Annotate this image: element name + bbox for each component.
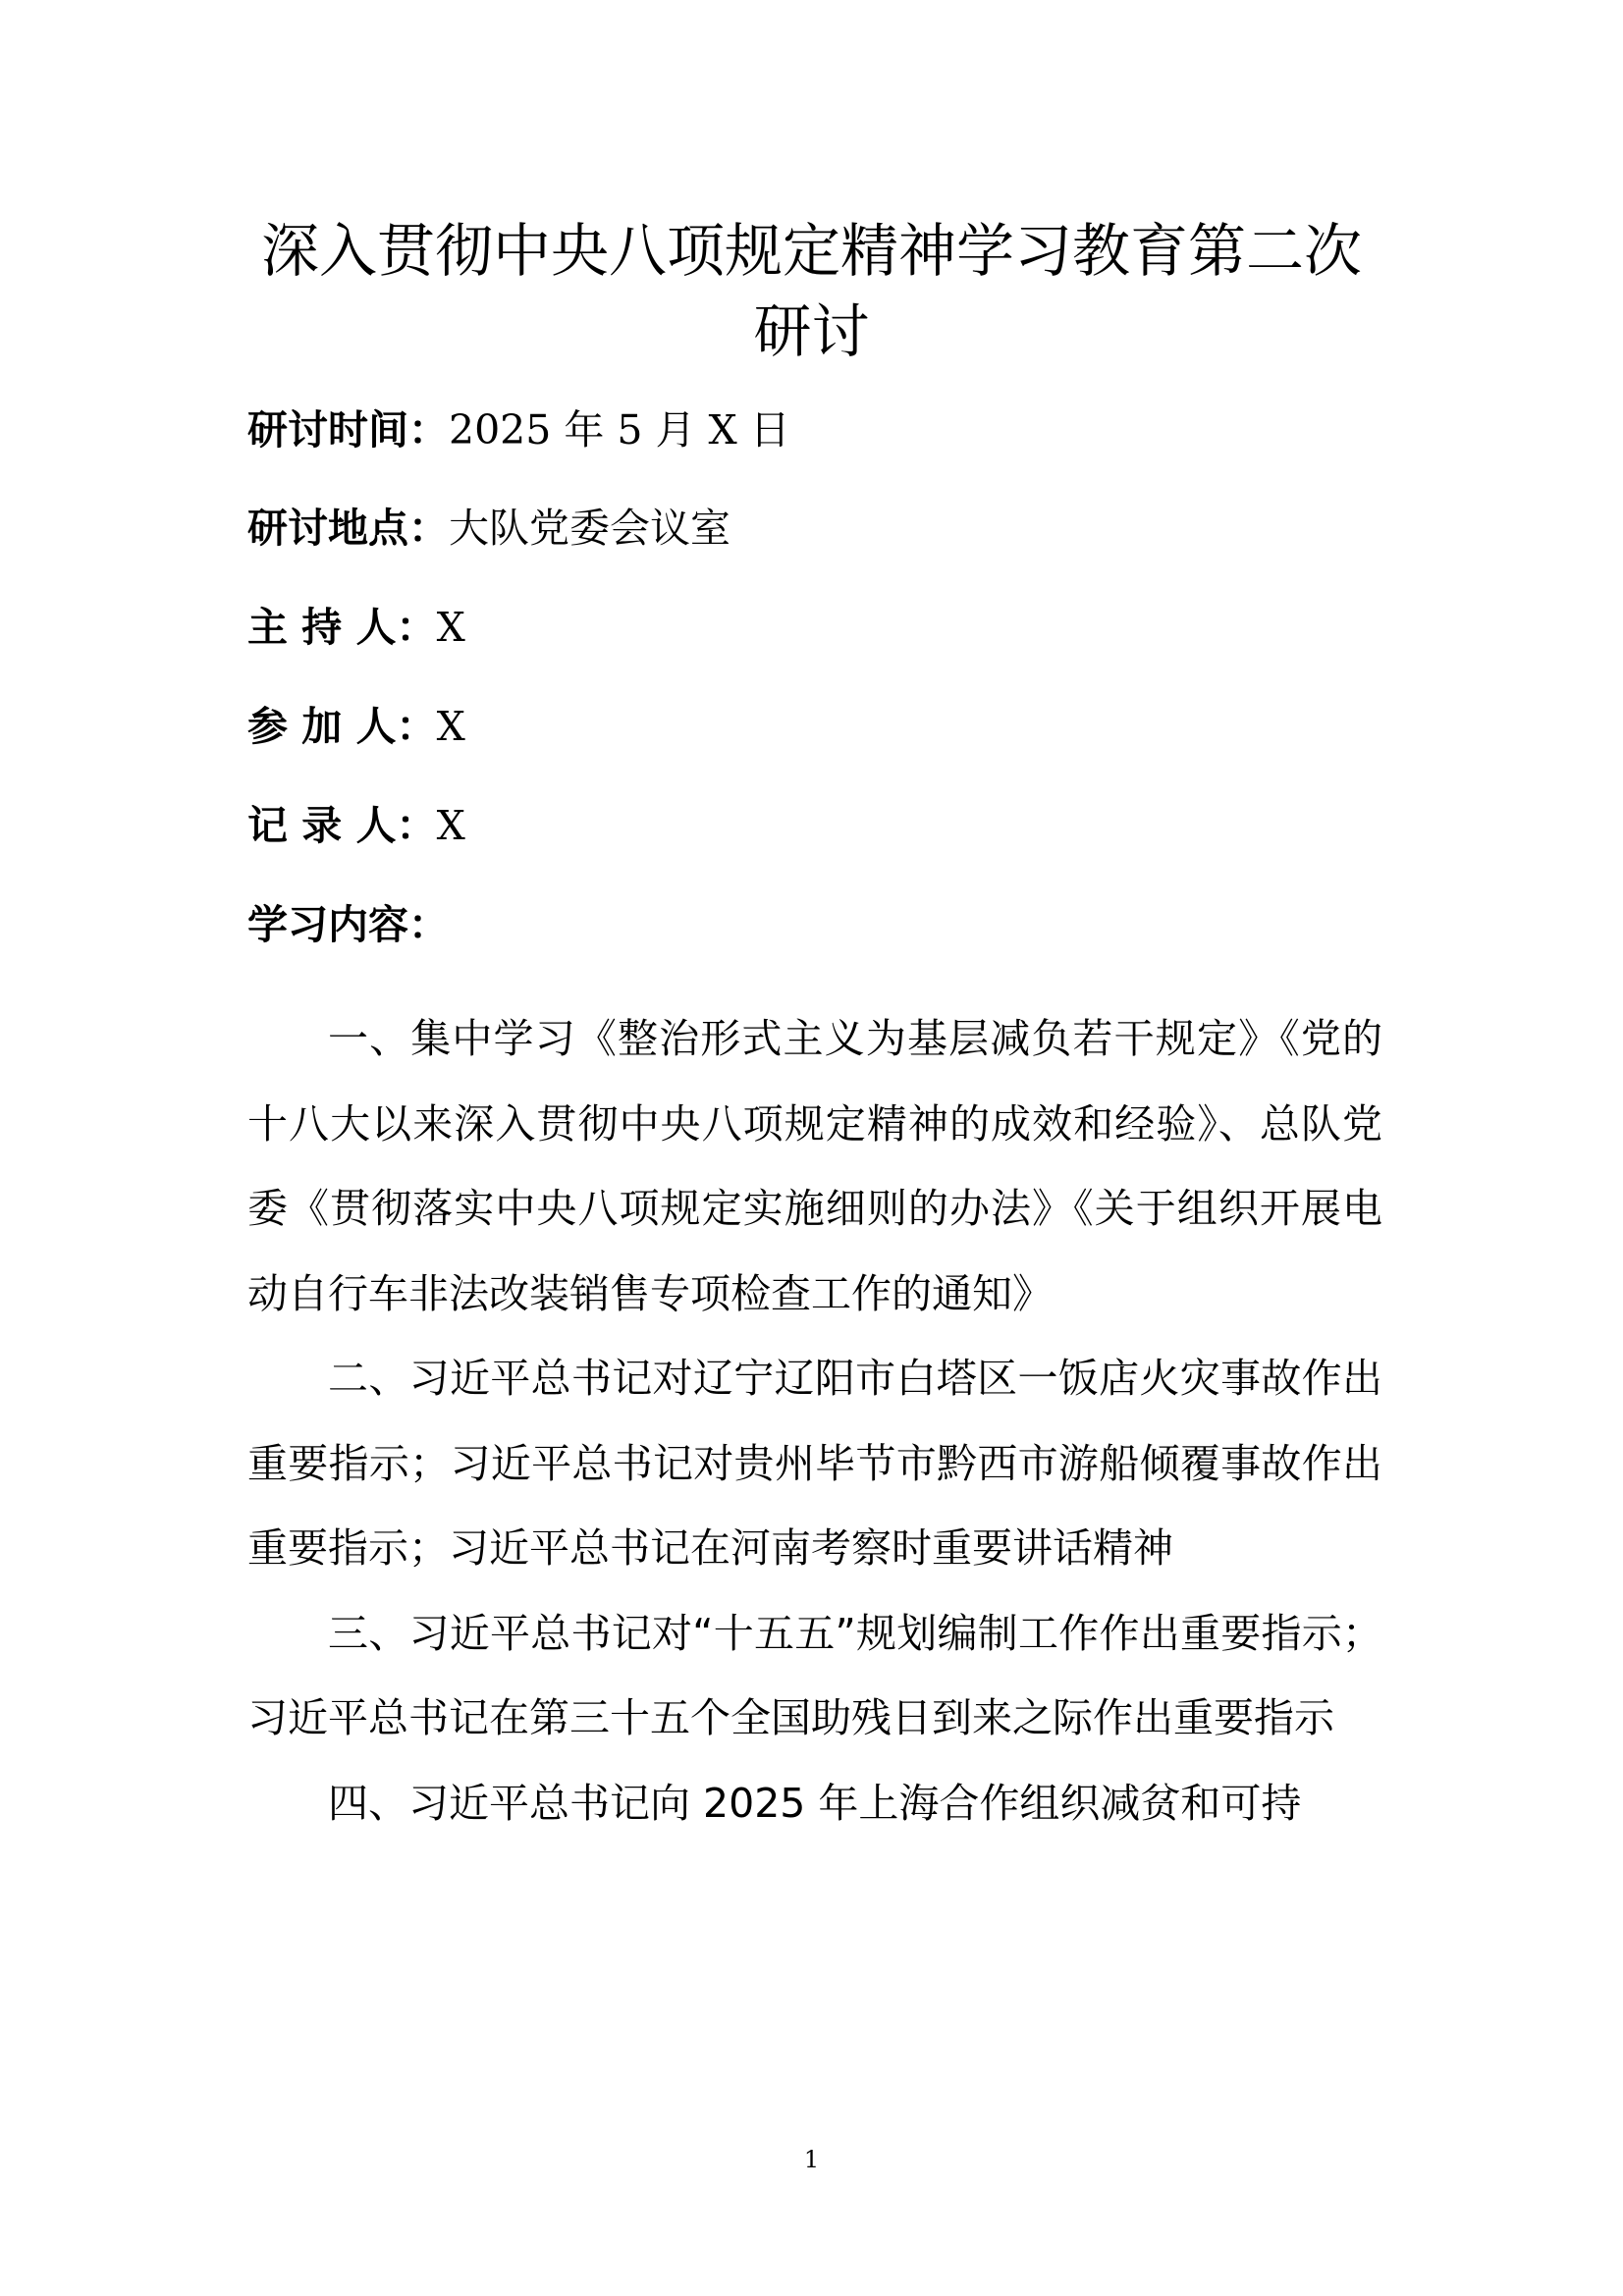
- paragraph-2: 二、习近平总书记对辽宁辽阳市白塔区一饭店火灾事故作出重要指示；习近平总书记对贵州毕节市黔西市游船倾覆事故作出重要指示；习近平总书记在河南考察时重要讲话精神: [247, 1355, 1382, 1572]
- document-title: [147, 211, 1476, 372]
- meta-host-label: 主 持 人：: [247, 604, 437, 651]
- page-number: 1: [803, 2146, 820, 2173]
- meta-time: [247, 400, 790, 459]
- meta-place: [247, 499, 730, 558]
- document-body: [247, 996, 1382, 1845]
- meta-host-value: X: [436, 604, 465, 651]
- meta-participants: [247, 697, 465, 756]
- meta-place-label: 研讨地点：: [247, 505, 449, 552]
- meta-content-label: 学习内容：: [247, 901, 449, 948]
- meta-host: [247, 598, 465, 657]
- meta-place-value: 大队党委会议室: [449, 505, 730, 552]
- meta-recorder-value: X: [436, 802, 465, 849]
- paragraph-3: 三、习近平总书记对“十五五”规划编制工作作出重要指示；习近平总书记在第三十五个全国助残日到来之际作出重要指示: [247, 1609, 1382, 1741]
- meta-time-label: 研讨时间：: [247, 406, 449, 454]
- meta-content: [247, 895, 449, 954]
- title-line-2: 研讨: [753, 297, 870, 365]
- meta-recorder: [247, 796, 465, 855]
- title-line-1: 深入贯彻中央八项规定精神学习教育第二次: [260, 217, 1362, 285]
- meta-participants-label: 参 加 人：: [247, 703, 437, 750]
- paragraph-1: 一、集中学习《整治形式主义为基层减负若干规定》《党的十八大以来深入贯彻中央八项规定精神的成效和经验》、总队党委《贯彻落实中央八项规定实施细则的办法》《关于组织开展电动自行车非法改装销售专项检查工作的通知》: [247, 1015, 1382, 1317]
- meta-participants-value: X: [436, 703, 465, 750]
- paragraph-4: 四、习近平总书记向 2025 年上海合作组织减贫和可持: [328, 1779, 1302, 1827]
- meta-time-value: 2025 年 5 月 X 日: [449, 406, 790, 454]
- meta-recorder-label: 记 录 人：: [247, 802, 437, 849]
